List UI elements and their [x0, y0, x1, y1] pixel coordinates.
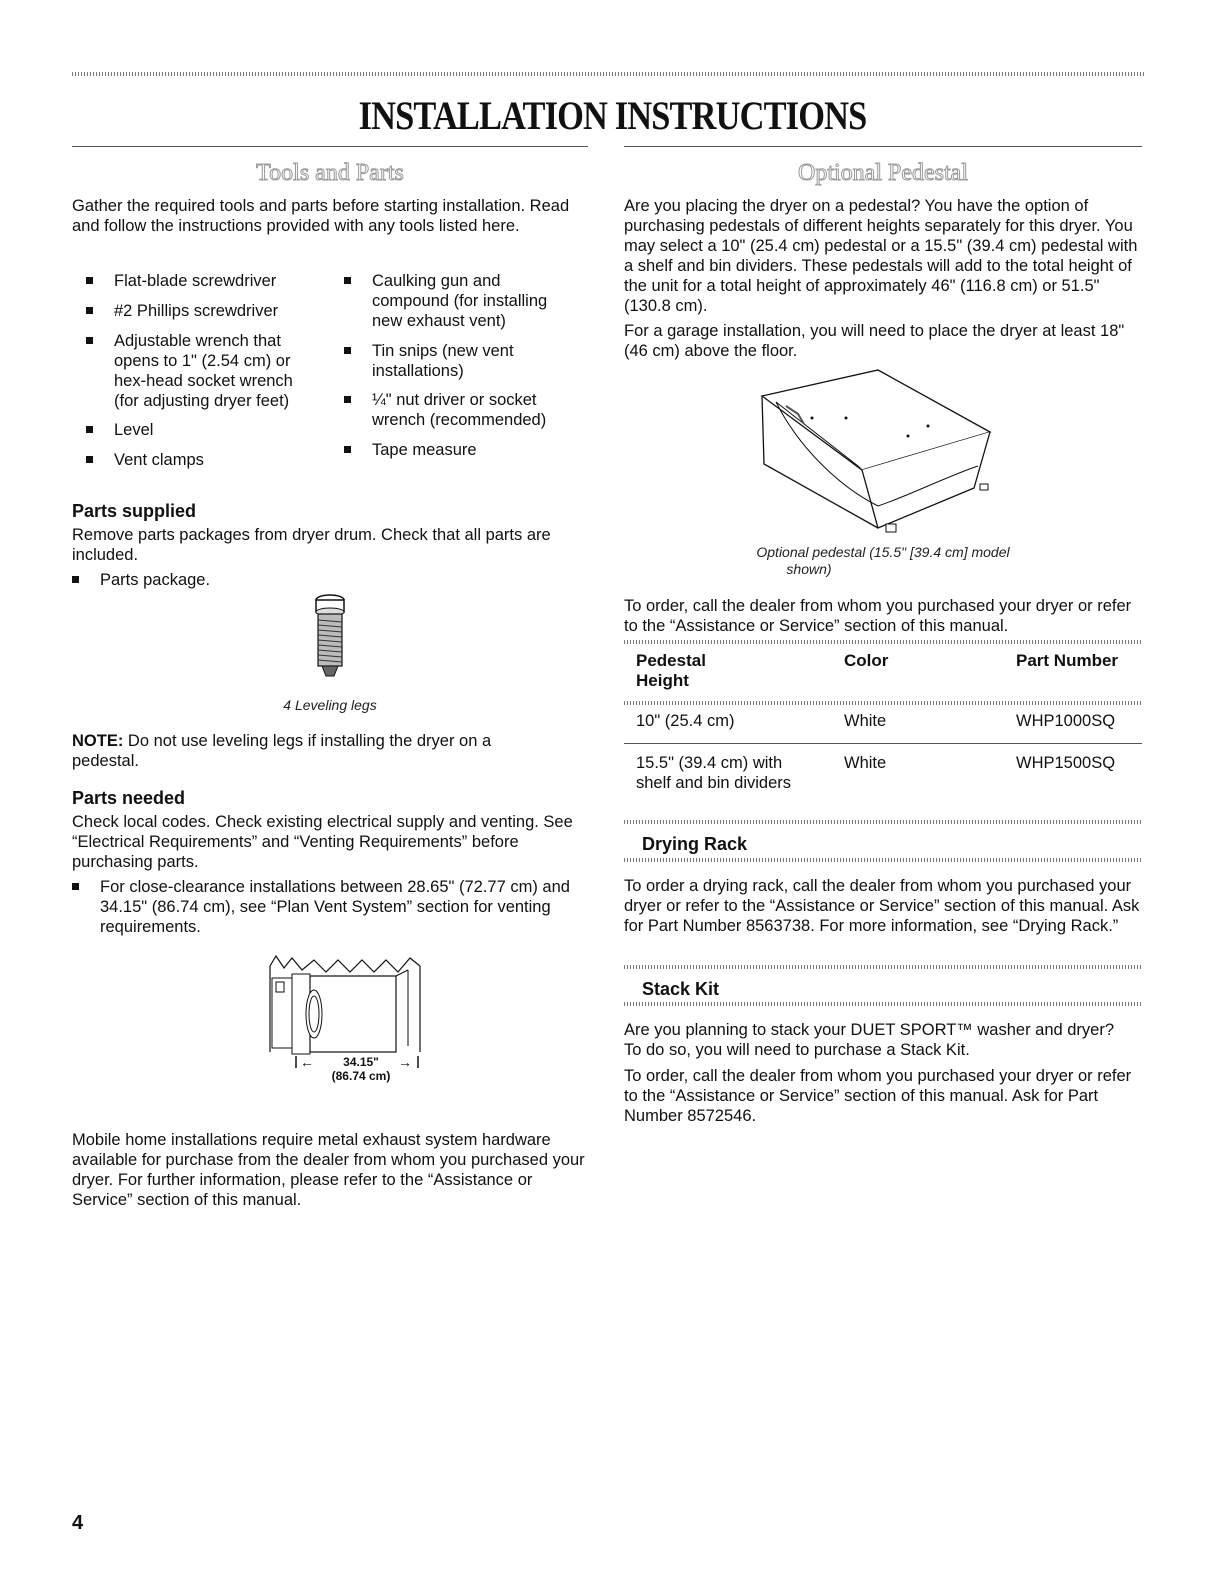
note-label: NOTE: [72, 732, 124, 750]
tool-item: Vent clamps [114, 450, 314, 470]
parts-needed-heading: Parts needed [72, 788, 186, 808]
pedestal-order-text: To order, call the dealer from whom you purchased your dryer or refer to the “Assistance or Service” section of this manual. [624, 597, 1132, 635]
pedestal-illustration [758, 366, 998, 536]
tool-item: Level [114, 420, 314, 440]
parts-supplied-item: Parts package. [100, 570, 400, 590]
stack-kit-top-rule [624, 965, 1142, 969]
pedestal-intro: Are you placing the dryer on a pedestal? You have the option of purchasing pedestals of different heights separately for this dryer. You may select a 10" (25.4 cm) pedestal or a 15.5" (39.4 cm) pedestal with a shelf and bin dividers. These pedestals will add to the total height of the unit for a total height of approximately 46" (116.8 cm) or 51.5" (130.8 cm). [624, 197, 1138, 315]
parts-needed-item: For close-clearance installations between 28.65" (72.77 cm) and 34.15" (86.74 cm), see “Plan Vent System” section for venting requirements. [100, 877, 585, 937]
drying-rack-heading: Drying Rack [642, 834, 748, 854]
garage-text: For a garage installation, you will need to place the dryer at least 18" (46 cm) above the floor. [624, 322, 1125, 360]
right-section-rule [624, 146, 1142, 147]
parts-needed-text: Check local codes. Check existing electrical supply and venting. See “Electrical Requirements” and “Venting Requirements” before purchasing parts. [72, 813, 573, 871]
pedestal-caption-line1: Optional pedestal (15.5" [39.4 cm] model [756, 544, 1010, 560]
tool-item: Tape measure [372, 440, 572, 460]
left-section-rule [72, 146, 588, 147]
tool-item: Caulking gun and compound (for installing new exhaust vent) [372, 271, 572, 331]
table-cell: 10" (25.4 cm) [636, 712, 735, 730]
leveling-legs-caption: 4 Leveling legs [283, 697, 377, 713]
leveling-leg-illustration [305, 592, 355, 682]
page-title: INSTALLATION INSTRUCTIONS [358, 93, 867, 138]
pedestal-caption-line2: shown) [786, 561, 832, 577]
stack-kit-text-2: To order, call the dealer from whom you purchased your dryer or refer to the “Assistance or Service” section of this manual. Ask for Part Number 8572546. [624, 1067, 1132, 1125]
stack-kit-text-1: Are you planning to stack your DUET SPORT™ washer and dryer? To do so, you will need to purchase a Stack Kit. [624, 1021, 1115, 1059]
page-number: 4 [72, 1512, 84, 1534]
drying-rack-bottom-rule [624, 858, 1142, 862]
clearance-dim-in: 34.15" [343, 1055, 379, 1069]
clearance-arrow-left: ← [300, 1054, 314, 1070]
table-cell: White [844, 754, 887, 772]
tools-heading: Tools and Parts [256, 160, 404, 186]
table-header-color: Color [844, 651, 889, 670]
table-header-rule [624, 701, 1142, 705]
table-cell: White [844, 712, 887, 730]
table-header-height: Pedestal Height [636, 651, 706, 690]
tool-item: Adjustable wrench that opens to 1" (2.54 cm) or hex-head socket wrench (for adjusting dryer feet) [114, 331, 314, 411]
stack-kit-heading: Stack Kit [642, 979, 720, 999]
parts-supplied-text: Remove parts packages from dryer drum. Check that all parts are included. [72, 526, 551, 564]
drying-rack-text: To order a drying rack, call the dealer from whom you purchased your dryer or refer to the “Assistance or Service” section of this manual. Ask for Part Number 8563738. For more information, see “Drying Rack.” [624, 877, 1140, 935]
tool-item: ¼" nut driver or socket wrench (recommended) [372, 390, 572, 430]
mobile-home-text: Mobile home installations require metal exhaust system hardware available for purchase from the dealer from whom you purchased your dryer. For further information, please refer to the “Assistance or Service” section of this manual. [72, 1131, 585, 1209]
parts-supplied-heading: Parts supplied [72, 501, 197, 521]
tool-item: Flat-blade screwdriver [114, 271, 314, 291]
tool-item: #2 Phillips screwdriver [114, 301, 314, 321]
clearance-arrow-right: → [398, 1054, 412, 1070]
table-row-rule [624, 743, 1142, 744]
pedestal-heading: Optional Pedestal [798, 160, 968, 186]
note-text: Do not use leveling legs if installing the dryer on a pedestal. [72, 732, 492, 770]
table-cell: WHP1000SQ [1016, 712, 1116, 730]
table-cell: 15.5" (39.4 cm) with shelf and bin dividers [636, 754, 792, 792]
top-rule [72, 72, 1145, 76]
pedestal-note [72, 731, 542, 771]
clearance-dim-cm: (86.74 cm) [331, 1069, 391, 1083]
table-top-rule [624, 640, 1142, 644]
tools-intro: Gather the required tools and parts before starting installation. Read and follow the instructions provided with any tools listed here. [72, 197, 570, 235]
table-cell: WHP1500SQ [1016, 754, 1116, 772]
drying-rack-top-rule [624, 820, 1142, 824]
stack-kit-bottom-rule [624, 1002, 1142, 1006]
tool-item: Tin snips (new vent installations) [372, 341, 547, 381]
table-header-part: Part Number [1016, 651, 1119, 670]
